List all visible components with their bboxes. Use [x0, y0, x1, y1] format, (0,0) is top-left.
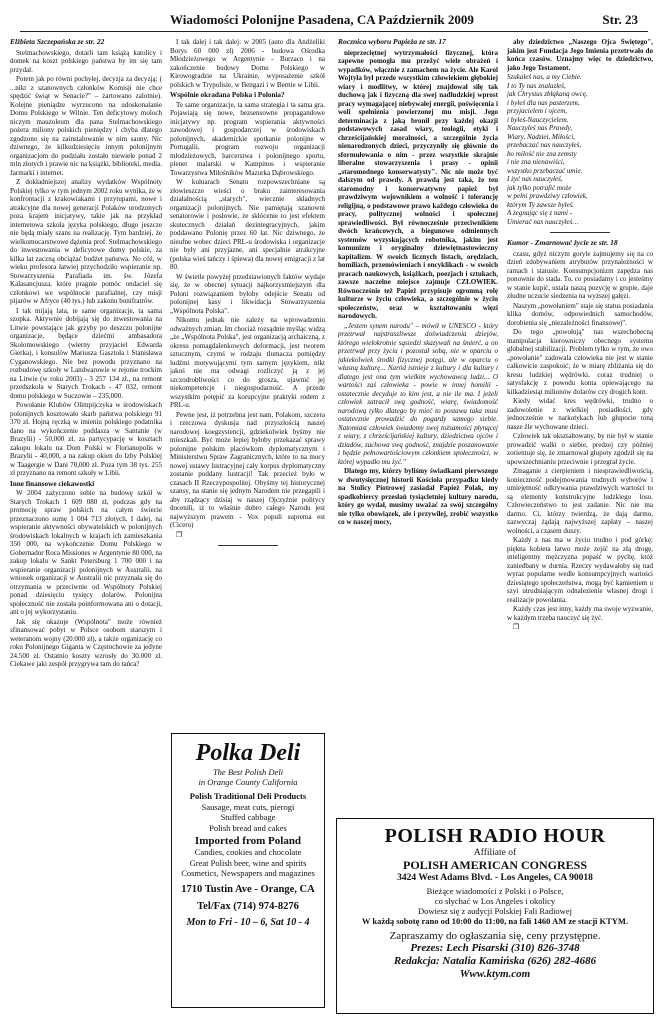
- ad-address: 3424 West Adams Blvd. - Los Angeles, CA 90018: [397, 873, 593, 883]
- ad-address: 1710 Tustin Ave - Orange, CA: [181, 883, 315, 895]
- ad-line: Candies, cookies and chocolate: [194, 847, 302, 857]
- poem-line: I żyć nas nauczyłeś,: [507, 175, 563, 183]
- paragraph: Z dokładniejszej analizy wydatków Wspólnoty Polskiej tylko w tym jednym 2002 roku wynika, że w konfrontacji z krakowiakami i przytupami, nowe i atrakcyjne dla nowej generacji Polaków urodzonych poza krajem inicjatywy, takie jak na przykład internetowa szkoła języka polskiego, długo jeszcze nie będą miały szans na realizację. Tym bardziej, że wielkomocarstwowe dążenia prof. Stelmachowskiego do inwestowania w deficytowe domy polskie, za kilka lat zaczną obciążać budżet państwa. No cóż, w wieku profesora łatwiej przychodziło wspieranie np. Stowarzyszenia Parafiada im. św. Józefa Kalasancjusza, które pragnie pomóc ondaciel się członkowi we wspólnocie parafialnej, czy misji pijarów w Afryce (40 tys.) lub zakonu bonifratrów.: [10, 178, 162, 305]
- polka-deli-ad: [171, 733, 325, 1008]
- paragraph: Nikomu jednak nie zależy na wprowadzeniu odważnych zmian. Im chociaż rozsądnie myśląc widzą „że „Wspólnota Polska", jest organizacją archaiczną, z okresu pomagdalenkowych deformacji, jest tworem sztucznym, czymś w rodzaju tłumacza pomiędzy ludźmi motywującymi tym samym językiem, nikt jakoś nie ma odwagi rozliczyć ją z jej szczodrobliwości co do grosza, ujawnić jej niekompetencje i niegospodarność. A przede wszystkim potępić za korupcyjne praktyki rodem z PRL-u.: [170, 316, 325, 409]
- column-2: [170, 38, 325, 728]
- ad-phone: Tel/Fax (714) 974-8276: [197, 900, 299, 912]
- ad-line: co słychać w Los Angeles i okolicy: [434, 896, 556, 906]
- column-4: [507, 38, 653, 738]
- ad-line: Polish bread and cakes: [209, 822, 287, 833]
- paragraph: Człowiek tak ukształtowany, by nie był w stanie prowadzić walki o siebie, predzej czy później zorientuje się, że zmarnował głupoty zgodził się na upowszechnianiu przeciwnie i przegrał życie.: [507, 432, 653, 466]
- column-1: [10, 38, 162, 1018]
- paragraph: Dlatego my, którzy byliśmy świadkami pierwszego w dwutysięcznej historii Kościoła przypadku kiedy na Stolicy Piotrowej zasiadał Papież Polak, my spadkobiercy przesłań tysiącletniej kultury narodu, który go wydał, musimy uważać za swój szczególny nie tylko obowiązek, ale i przywilej, zrobić wszystko co w naszej mocy,: [338, 467, 498, 526]
- paragraph: Stelmachowskiego, dotarli tam książą katolicy i domek na koszt polskiego państwa by im się tam przydał.: [10, 48, 162, 74]
- poem-line: A żegnając się z nami -: [507, 209, 573, 217]
- poem-line: bo miłość nie zna zemsty: [507, 149, 577, 158]
- poem-line: i nie zna nienawiści,: [507, 158, 565, 166]
- ad-line: Dowiesz się z audycji Polskiej Fali Radiowej: [418, 906, 572, 916]
- paragraph: aby dziedzictwo „Naszego Ojca Świętego", jakim jest Fundacja Jego Imienia przetrwało do końca czasów. Uznajmy więc to dziedzictwo, jako Jego Testament.: [507, 38, 653, 72]
- poem-line: którym Ty zawsze byłeś.: [507, 200, 575, 209]
- article-continuation-heading: Rocznica wyboru Papieża ze str. 17: [338, 38, 446, 46]
- paragraph: Kiedy widać kres wędrówki, trudno o zadowolenie z wielkiej posiadłości, gdy jednocześnie w narkotykach lub głupocie toną nasze źle wychowane dzieci.: [507, 397, 653, 431]
- poem-line: przyjacielem i ojcem,: [507, 107, 568, 115]
- paragraph: Każdy czas jest inny, każdy ma swoje wyzwanie, w każdym trzeba nauczyć się żyć.: [507, 605, 653, 622]
- paragraph: czasu, gdyż niczym goryle zajmujemy się na co dzień zdobywaniem atrybutów przynależności w ramach i statusie. Konsumpcjonizm zapędza nas ponownie do stada. To, co posiadamy i co jesteśmy w stanie kupić, ustala naszą pozycję w grupie, daje złudne uczucie siedzenia na wyższej gałęzi.: [507, 249, 653, 300]
- divider: [218, 545, 278, 546]
- paragraph: Te same organizacje, ta sama strategia i ta sama gra. Pojawiają się nowe, bezsensowne propagandowe inicjatywy np. program wspierania aktywności zawodowej i gospodarczej w środowiskach polonijnych, akademickie spotkanie polonijne w Portugalii, program rozwoju organizacji młodzieżowych, harcerstwa i polonijnego sportu, plener malarski w Kampinos i wspieranie Towarzystwa Miłośników Mazurka Dąbrowskiego.: [170, 100, 325, 177]
- ad-products-title: Polish Traditional Deli Products: [189, 791, 307, 801]
- ad-import-title: Imported from Poland: [194, 835, 302, 847]
- ad-line: Cosmetics, Newspapers and magazines: [181, 868, 315, 878]
- article-continuation-heading: Kumor - Zmarnować życie ze str. 18: [507, 238, 618, 247]
- page-header: [20, 10, 648, 32]
- ad-line: Sausage, meat cuts, pierogi: [201, 801, 295, 812]
- poem-line: I to Ty nas znalazłeś,: [507, 81, 566, 90]
- ad-affiliate: Affiliate of: [473, 848, 517, 858]
- paragraph: Naszym „powołaniem" staje się status posiadania klika domów, odpowiednich samochodów, dorobienia się „niezależności finansowej".: [507, 301, 653, 327]
- divider: [550, 232, 610, 233]
- newspaper-title: Wiadomości Polonijne Pasadena, CA Październik 2009: [170, 12, 474, 27]
- poem-line: i byłeś dla nas pasterzem,: [507, 98, 580, 107]
- paragraph: Zmaganie z cierpieniem i niesprawiedliwością, konieczność podejmowania trudnych wyborów i umiejętność odkrywania prawdziwych wartości to są elementy konstrukcyjne ludzkiego losu. Człowieczeństwo to jest zadanie. Nic nie ma darmo. Ci, którzy twierdzą, że dają darmo, zazwyczaj żądają najwyższej zapłaty – naszej wolności, a czasem duszy.: [507, 467, 653, 535]
- subheading: Inne finansowe ciekawostki: [10, 479, 95, 488]
- poem-line: wszystko przebaczać umie.: [507, 166, 583, 175]
- paragraph: Do tego „powołują" nas wszechobecną manipulacja kierowniczy obecnego systemu globalnej stabilizacji. Problem tylko w tym, że owo „powołanie" zadowala człowieka nie jest w stanie całkowicie zaspokoić; że w miarę zbliżania się do kresu ludzkiej wędrówki, coraz trudniej o satysfakcję z powodu konta opiewającego na kilkadziesiąt milionów dolarów czy drogich kont.: [507, 328, 653, 396]
- poem-line: Umierać nas nauczyłeś…: [507, 217, 579, 226]
- poem-line: i byłeś-Nauczycielem.: [507, 115, 569, 124]
- paragraph: „Jestem synem narodu" – mówił w UNESCO - który przetrwał najstraszliwsze doświadczenia dziejów, którego wielokrotnie sąsiedzi skazywali na śmierć, a on przetrwał przy życiu i pozostał sobą, nie w oparciu o jakiekolwiek środki fizycznej potęgi, ale w oparciu o własną kulturę... Naród istnieje z kultury i dla kultury i dlatego jest ona tym wielkim wychowawcą ludzi... O wartości zaś człowieka - powie w innej homilii - ostatecznie decyduje to kim jest, a nie ile ma. I jeżeli człowiek zatracił swą godność, wiarę, świadomość narodową tylko dlatego by mieć to postawa taka musi ostatecznie prowadzić do pogardy samego siebie. Natomiast człowiek świadomy swej tożsamości płynącej z wiary, z chrześcijańskiej kultury, dziedzictwa ojców i dziadów, zachowa swą godność, znajdzie poszanowanie i będzie pełnowartościowym członkiem społeczności, w której wypadło mu żyć.": [338, 321, 498, 466]
- poem: [507, 73, 653, 226]
- ad-line: Stuffed cabbage: [220, 812, 276, 822]
- ad-editor: Redakcja: Natalia Kamińska (626) 282-4686: [393, 955, 597, 967]
- paragraph: W kuluarach Senatu rozpowszechniane są złowieszcze wieści o braku zainteresowania działalnością „starych", wiecznie składnych organizacji polonijnych. Nie pamiętają szanowni senatorowie i posłowie, że skłócenie to jest efektem skutecznych działań dezintegracyjnych, jakim poddawano Polonię przez 60 lat. Nic dziwnego, że nieufne wobec dzieci PRL-u środowiska i organizacje nie były ani przyjazne, ani specjalnie atrakcyjne (polska wieś tańczy i śpiewa) dla nowej emigracji z lat 80.: [170, 178, 325, 271]
- article-continuation-heading: Elżbieta Szczepańska ze str. 22: [10, 38, 105, 46]
- ad-tagline: in Orange County California: [198, 777, 298, 787]
- paragraph: W świetle powyżej przedstawionych faktów wydaje się, że w obecnej sytuacji najkorzystniejszym dla Poloni rozwiązaniem byłoby odejście Senatu od polonijnej kasy i likwidacja Stowarzyszenia „Wspólnota Polska".: [170, 272, 325, 315]
- ad-invitation: Zapraszamy do ogłaszania się, ceny przystępne.: [389, 930, 601, 942]
- paragraph: I tak dalej i tak dalej: w 2005 (auto dla Andżeliki Borys 60 000 zł) 2006 - budowa Ośrodka Młodzieżowego w Argentynie - Burzaco i na zakończenie budowy Domu Polskiego w Kirowogradzie na Ukrainie, wyposażenie szkół polskich w Trypolisie, w Bengazi i w Bernie w Libii.: [170, 38, 325, 89]
- paragraph: Powołanie Klubów Olimpijczyka w środowiskach polonijnych kosztowało skarb państwa polskiego 91 370 zł. Hojną ręczką w imieniu polskiego podatnika dano na wykończenie poddasza w Santanie (w Brazylii) - 50,000 zł, za partycypację w kosztach zakupu lokalu na Dom Polski w Florianopolis w Brazylii - 40,000, a na zakup okien do Izby Polskiej w Taagergie w Dani 70,000 zł. Poza tym 38 tys. 255 zł przyznano na remont szkoły w Libii.: [10, 401, 162, 477]
- paragraph: W 2004 zażyczono sobie na budowę szkół w Starych Trokach 1 609 080 zł, podczas gdy na promocję spraw polskich na całym świecie przeznaczono sumę 1 004 713 złotych. I dalej, na wspieranie aktywności obywatelskich w polonijnych środowiskach lokalnych w krajach ich zamieszkania 350 000, na wykończenie Domu Polskiego w Gobernador Roca Missiones w Argentynie 80 000, na zakup lokalu w Sankt Petersburg 1 700 000 i na wspieranie organizacji polonijnych w Australii, na wniosek organizacji w Australii nic przyznała się do otrzymania w przeciwnie od Wspólnoty Polskiej ponad dziesięciu tysięcy dolarów. Polonijna społeczność nie została poinformowana ani o dotacji, ani o jej wykorzystaniu.: [10, 489, 162, 616]
- ad-president: Prezes: Lech Pisarski (310) 826-3748: [410, 942, 580, 954]
- paragraph: Jak się okazuje (Wspólnota" może również sfinansować pobyt w Polsce osobom starszym i weteranom wojny (20.000 zł), a także organizację co roku Polonijnego Giganta w Częstochowie za jedyne 24.500 zł. Ostatnio koszty wzrosły do 30.000 zł. Ciekawe jaki zespół przygrywa tam do tańca?: [10, 617, 162, 668]
- ad-line: Bieżące wiadomości z Polski i o Polsce,: [426, 886, 564, 896]
- ad-title: Polka Deli: [195, 740, 301, 766]
- end-mark: ❐: [176, 530, 183, 539]
- polish-radio-hour-ad: [336, 818, 654, 1014]
- poem-line: jak Chrystus zbłąkaną owcę,: [507, 90, 588, 98]
- end-mark: ❐: [513, 623, 520, 631]
- paragraph: nieprzeciętnej wytrzymałości fizycznej, która zapewne pomogła mu przeżyć wiele obrażeń i wypadków, włącznie z zamachem na życie. Ale Karol Wojtyła był przede wszystkim człowiekiem głębokiej wiary i modlitwy, w której znajdował siłę tak duchową jak i fizyczną dla swej nadludzkiej wprost pracy wymagającej niebywałej energii, poświęcenia i woli spełnienia powierzonej mu misji. Jego determinacja z jaką bronił przy każdej okazji podstawowych zasad wiary, teologii, etyki i chrześcijańskiej moralności, a szczególnie życia nienarodzonych dzieci, przyczyniły się głównie do sformułowania o nim - przez wszystkie skrajnie liberalne stowarzyszenia i prasy - opinii „staromodnego konserwatysty". Nic nie może być dalszym od prawdy. A prawdą jest taka, że ten staromodny i konserwatywny papież był prawdziwym wojownikiem o wolność i tolerancję religijną, o podstawowe prawo każdego człowieka do pracy, politycznej wolności i społecznej sprawiedliwości. Był równocześnie przeciwnikiem dwóch krańcowych, a biegunowo odmiennych systemów wyzyskujących robotnika, jakim jest komunizm i oryginalny dziewiętnastowieczny kapitalizm. W swoich licznych listach, orędziach, homiliach, przemówieniach i encyklikach - w swoich pracach naukowych, książkach, poezjach i sztukach, zawsze naczelne miejsce zajmuje CZŁOWIEK. Równocześnie też Papież przypisuje ogromną rolę kulturze w życiu człowieka, a szczególnie w życiu społeczeństw, oraz w kształtowaniu więzi narodowych.: [338, 48, 498, 320]
- ad-hours: Mon to Fri - 10 – 6, Sat 10 - 4: [186, 916, 310, 928]
- poem-line: w pełni prawdziwy człowiek,: [507, 192, 588, 200]
- poem-line: Wiary, Nadziei, Miłości,: [507, 132, 575, 141]
- ad-website: Www.ktym.com: [459, 968, 531, 980]
- poem-line: Szukałeś nas, a my Ciebie.: [507, 73, 582, 81]
- paragraph: I tak mijają lata, te same organizacje, ta sama szopka. Aktywnie dobijają się do inwestowania na Litwie powstające jak grzyby po deszczu polonijne organizacje, będące dziećmi ambasadora Skolomowskiego (wierny przyjaciel Edwarda Gierka), i konsulów Mariusza Gasztoła i Stanisława Cyganowskiego. Nie bez powodu przyznano na rozbudowę szkoły w Landwarowie w rejonie trockim na Litwie (w roku 2003) - 3 257 134 zł., na remont przedszkola w Starych Trokach - 47 032, remont domu polskiego w Suczowie – 235,000.: [10, 306, 162, 400]
- ad-title: POLISH RADIO HOUR: [384, 825, 606, 847]
- ad-tagline: The Best Polish Deli: [212, 767, 284, 777]
- subheading: Wspólnie okradana Polska i Polonia?: [170, 91, 285, 99]
- paragraph: Potem jak po równi pochyłej, decyzja za decyzją: ( ...nikt z szanownych członków Komisji nie chce spędzić świąt w Senacie?" – żartowano zalotnie). Kolejne pieniądze wyrzucono na udoskonalanie Domu Polskiego w Wilnie. Ten deficytowy moloch niczym mauzoleum dla pana Stelmachowskiego pożera miliony polskich pieniędzy i chyba dlatego zgodzono się na zainstalowanie w nim sauny. Nic dziwnego, że kilkudziesięciu innym polonijnym organizacjom do podziału zostało niewiele ponad 2 mln złotych i prawie nic na książki, biblioteki, media. Jarmarki i internet.: [10, 75, 162, 177]
- poem-line: przebaczać nas nauczyłeś,: [507, 141, 582, 149]
- ad-organization: POLISH AMERICAN CONGRESS: [402, 858, 588, 872]
- ad-line: Great Polish beer, wine and spirits: [189, 857, 307, 868]
- paragraph: Każdy z nas ma w życiu trudno i pod górkę; piękna kobieta łatwo może zejść na złą drogę, inteligentny mężczyzna popaść w pychę, któż zaniedbany w durnia. Rzeczy wydawałoby się nad wyraz popularne wedle konsumpcyjnych wartości dziesiątego społeczeństwa, mogą być kamieniem u szyi utrudniającym odnalezienie własnej drogi i realizacje powołania.: [507, 536, 653, 604]
- ad-schedule: W każdą sobotę rano od 10:00 do 11:00, na fali 1460 AM ze stacji KTYM.: [361, 916, 629, 926]
- poem-line: Nauczyłeś nas Prawdy,: [507, 124, 573, 132]
- page-number: Str. 23: [602, 12, 638, 27]
- poem-line: jak tylko potrafić może: [507, 183, 572, 192]
- paragraph: Pewne jest, iż potrzebna jest nam, Polakom, szczera i rzeczowa dyskusja nad przyszłością naszej narodowej koegzystencji, gdziekolwiek byśmy nie mieszkali. Być może lepiej byłoby przekazać sprawy polonijne polskim placówkom dyplomatycznym i Ministerstwu Spraw Zagranicznych, które to na mocy nowej ustawy lustracyjnej cały korpus dyplomatyczny zostanie poddany lustracji! Tak przecież było w czasach II Rzeczypospolitej. Obyśmy tej historycznej szansy, na stanie się jednym Narodem nie przegapili i aby rządzący dzisiaj w naszej Ojczyźnie politycy docenili, iż to właśnie dobro całego Narodu jest najwyższym prawem - Vox populi suprema est (Cicero): [170, 410, 325, 529]
- column-3: [338, 38, 498, 738]
